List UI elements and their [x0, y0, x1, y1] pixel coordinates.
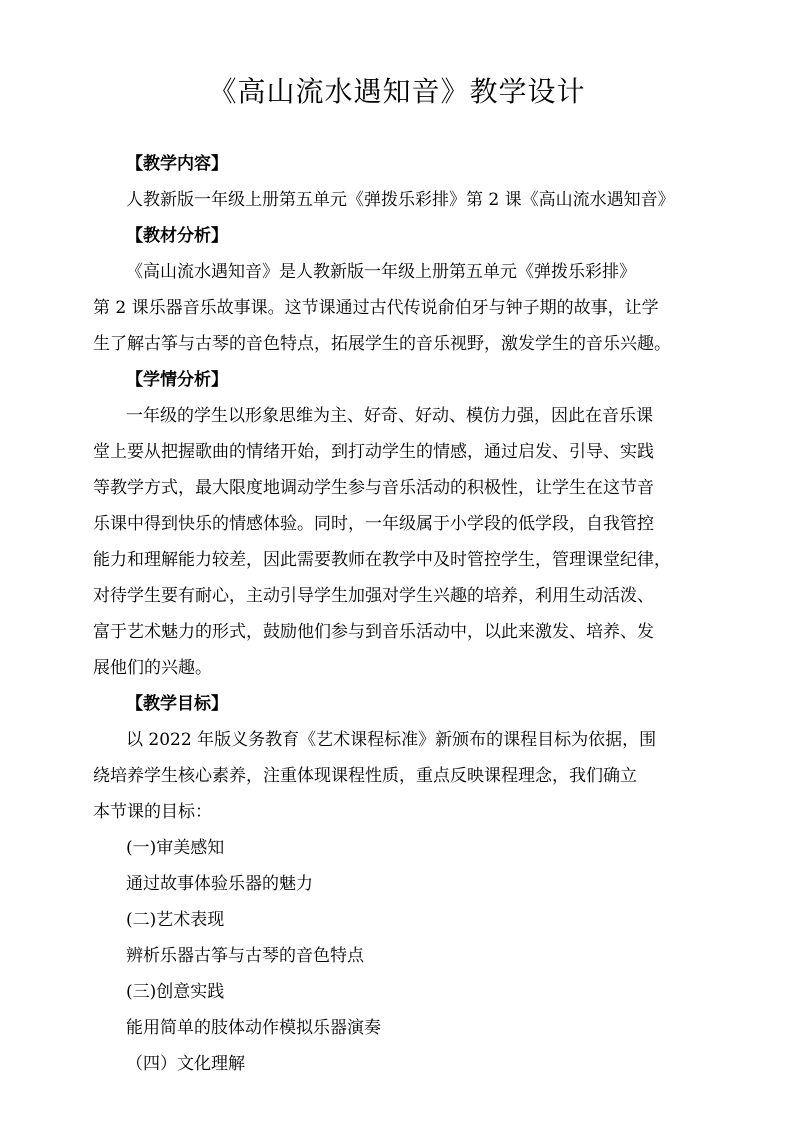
paragraph-line: 绕培养学生核心素养，注重体现课程性质，重点反映课程理念，我们确立: [93, 766, 637, 786]
paragraph-line: 能力和理解能力较差，因此需要教师在教学中及时管控学生，管理课堂纪律，: [93, 550, 671, 570]
goal-heading-1: (一)审美感知: [126, 838, 225, 858]
paragraph-line: 一年级的学生以形象思维为主、好奇、好动、模仿力强，因此在音乐课: [126, 406, 653, 426]
goal-heading-4: （四）文化理解: [126, 1054, 245, 1074]
section-heading-goals: 【教学目标】: [126, 694, 228, 714]
section-heading-students: 【学情分析】: [126, 370, 228, 390]
paragraph-line: 等教学方式，最大限度地调动学生参与音乐活动的积极性，让学生在这节音: [93, 478, 654, 498]
document-title: 《高山流水遇知音》教学设计: [208, 75, 586, 108]
goal-heading-2: (二)艺术表现: [126, 910, 225, 930]
section-heading-content: 【教学内容】: [126, 154, 228, 174]
goal-heading-3: (三)创意实践: [126, 982, 225, 1002]
paragraph-line: 本节课的目标：: [93, 802, 212, 822]
paragraph-line: 生了解古筝与古琴的音色特点，拓展学生的音乐视野，激发学生的音乐兴趣。: [93, 334, 671, 354]
goal-text-3: 能用简单的肢体动作模拟乐器演奏: [126, 1018, 381, 1038]
paragraph-line: 以 2022 年版义务教育《艺术课程标准》新颁布的课程目标为依据，围: [126, 730, 657, 750]
goal-text-1: 通过故事体验乐器的魅力: [126, 874, 313, 894]
paragraph-line: 《高山流水遇知音》是人教新版一年级上册第五单元《弹拨乐彩排》: [126, 262, 636, 282]
paragraph-line: 乐课中得到快乐的情感体验。同时，一年级属于小学段的低学段，自我管控: [93, 514, 654, 534]
paragraph-line: 富于艺术魅力的形式，鼓励他们参与到音乐活动中，以此来激发、培养、发: [93, 622, 654, 642]
paragraph-line: 第 2 课乐器音乐故事课。这节课通过古代传说俞伯牙与钟子期的故事，让学: [93, 298, 659, 318]
paragraph-line: 人教新版一年级上册第五单元《弹拨乐彩排》第 2 课《高山流水遇知音》: [126, 190, 675, 210]
section-heading-material: 【教材分析】: [126, 226, 228, 246]
goal-text-2: 辨析乐器古筝与古琴的音色特点: [126, 946, 364, 966]
paragraph-line: 堂上要从把握歌曲的情绪开始，到打动学生的情感，通过启发、引导、实践: [93, 442, 654, 462]
paragraph-line: 展他们的兴趣。: [93, 658, 212, 678]
paragraph-line: 对待学生要有耐心，主动引导学生加强对学生兴趣的培养，利用生动活泼、: [93, 586, 654, 606]
